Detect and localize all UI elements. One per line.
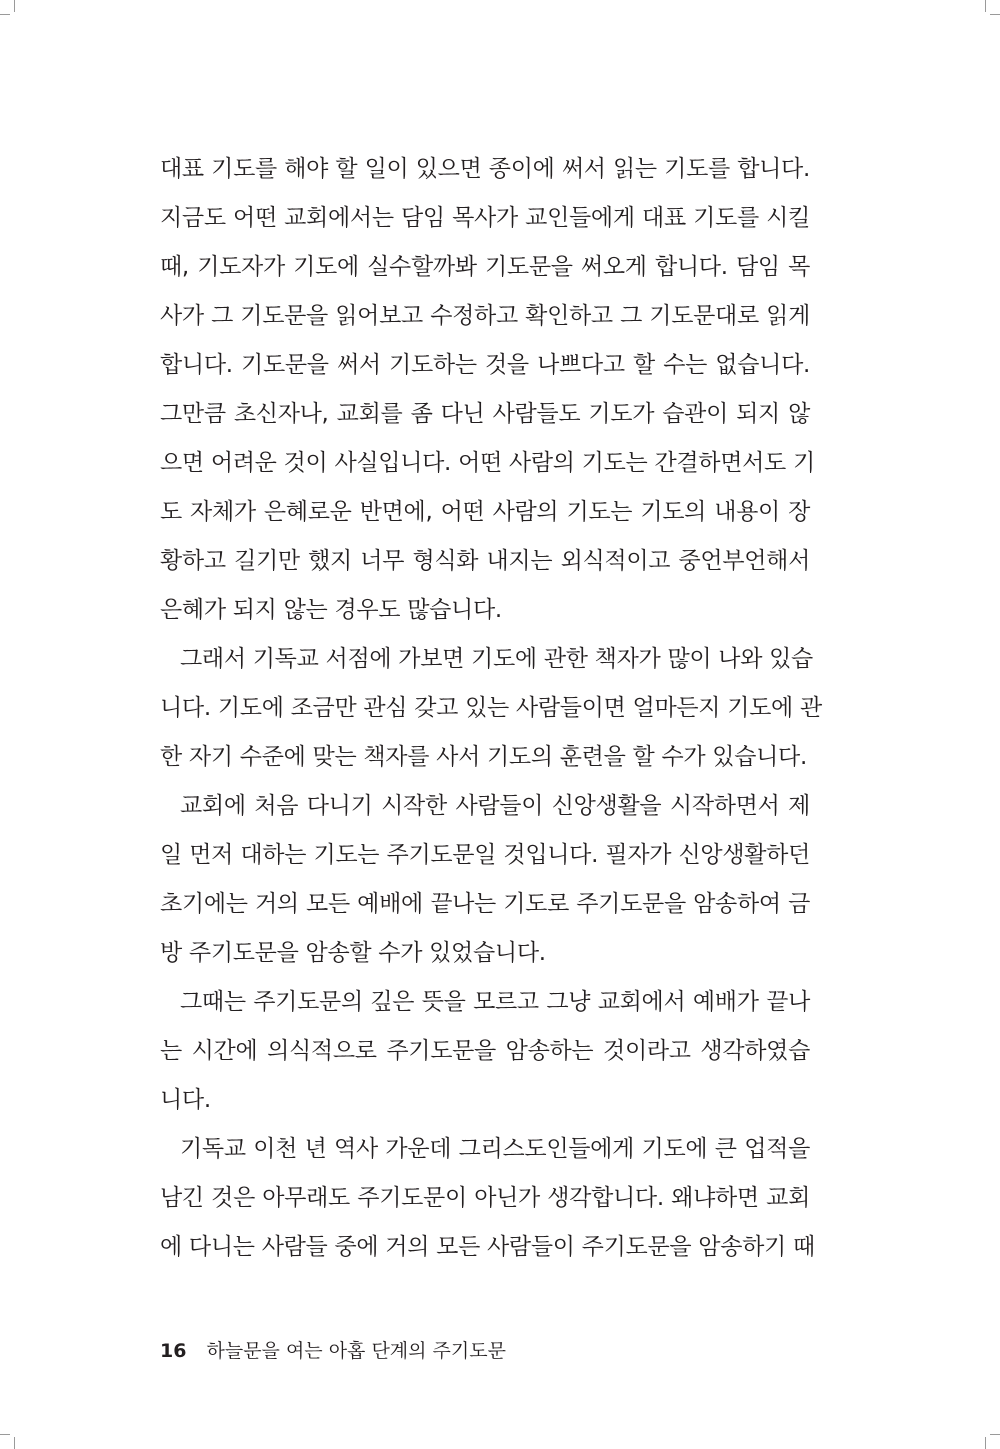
text-line: 니다. 기도에 조금만 관심 갖고 있는 사람들이면 얼마든지 기도에 관	[160, 695, 822, 721]
text-line: 그때는 주기도문의 깊은 뜻을 모르고 그냥 교회에서 예배가 끝나	[180, 989, 810, 1015]
running-title: 하늘문을 여는 아홉 단계의 주기도문	[206, 1340, 506, 1362]
text-line: 사가 그 기도문을 읽어보고 수정하고 확인하고 그 기도문대로 읽게	[160, 303, 810, 329]
paragraph	[160, 782, 810, 978]
crop-mark-bottom-right-horizontal	[990, 1434, 1000, 1435]
paragraph	[160, 635, 822, 782]
crop-mark-bottom-right-vertical	[985, 1437, 986, 1449]
text-line: 합니다. 기도문을 써서 기도하는 것을 나쁘다고 할 수는 없습니다.	[160, 352, 810, 378]
paragraph	[160, 1125, 815, 1272]
body-text	[160, 145, 822, 1272]
text-line: 도 자체가 은혜로운 반면에, 어떤 사람의 기도는 기도의 내용이 장	[160, 499, 810, 525]
text-line: 한 자기 수준에 맞는 책자를 사서 기도의 훈련을 할 수가 있습니다.	[160, 744, 807, 770]
crop-mark-top-left-vertical	[14, 0, 15, 12]
crop-mark-bottom-left-horizontal	[0, 1434, 10, 1435]
text-line: 으면 어려운 것이 사실입니다. 어떤 사람의 기도는 간결하면서도 기	[160, 450, 815, 476]
text-line: 때, 기도자가 기도에 실수할까봐 기도문을 써오게 합니다. 담임 목	[160, 254, 810, 280]
text-line: 에 다니는 사람들 중에 거의 모든 사람들이 주기도문을 암송하기 때	[160, 1234, 815, 1260]
paragraph	[160, 978, 810, 1125]
text-line: 남긴 것은 아무래도 주기도문이 아닌가 생각합니다. 왜냐하면 교회	[160, 1185, 810, 1211]
text-line: 기독교 이천 년 역사 가운데 그리스도인들에게 기도에 큰 업적을	[180, 1136, 810, 1162]
text-line: 지금도 어떤 교회에서는 담임 목사가 교인들에게 대표 기도를 시킬	[160, 205, 810, 231]
text-line: 는 시간에 의식적으로 주기도문을 암송하는 것이라고 생각하였습	[160, 1038, 810, 1064]
text-line: 그래서 기독교 서점에 가보면 기도에 관한 책자가 많이 나와 있습	[180, 646, 813, 672]
crop-mark-top-left-horizontal	[0, 14, 10, 15]
crop-mark-top-right-horizontal	[990, 14, 1000, 15]
page-footer	[160, 1336, 506, 1366]
text-line: 초기에는 거의 모든 예배에 끝나는 기도로 주기도문을 암송하여 금	[160, 891, 810, 917]
text-line: 그만큼 초신자나, 교회를 좀 다닌 사람들도 기도가 습관이 되지 않	[160, 401, 810, 427]
crop-mark-top-right-vertical	[985, 0, 986, 12]
text-line: 방 주기도문을 암송할 수가 있었습니다.	[160, 940, 546, 966]
text-line: 은혜가 되지 않는 경우도 많습니다.	[160, 597, 502, 623]
text-line: 대표 기도를 해야 할 일이 있으면 종이에 써서 읽는 기도를 합니다.	[160, 156, 810, 182]
paragraph	[160, 145, 815, 635]
text-line: 교회에 처음 다니기 시작한 사람들이 신앙생활을 시작하면서 제	[180, 793, 810, 819]
text-line: 니다.	[160, 1087, 211, 1113]
crop-mark-bottom-left-vertical	[14, 1437, 15, 1449]
page-number: 16	[160, 1340, 187, 1362]
text-line: 황하고 길기만 했지 너무 형식화 내지는 외식적이고 중언부언해서	[160, 548, 810, 574]
text-line: 일 먼저 대하는 기도는 주기도문일 것입니다. 필자가 신앙생활하던	[160, 842, 810, 868]
